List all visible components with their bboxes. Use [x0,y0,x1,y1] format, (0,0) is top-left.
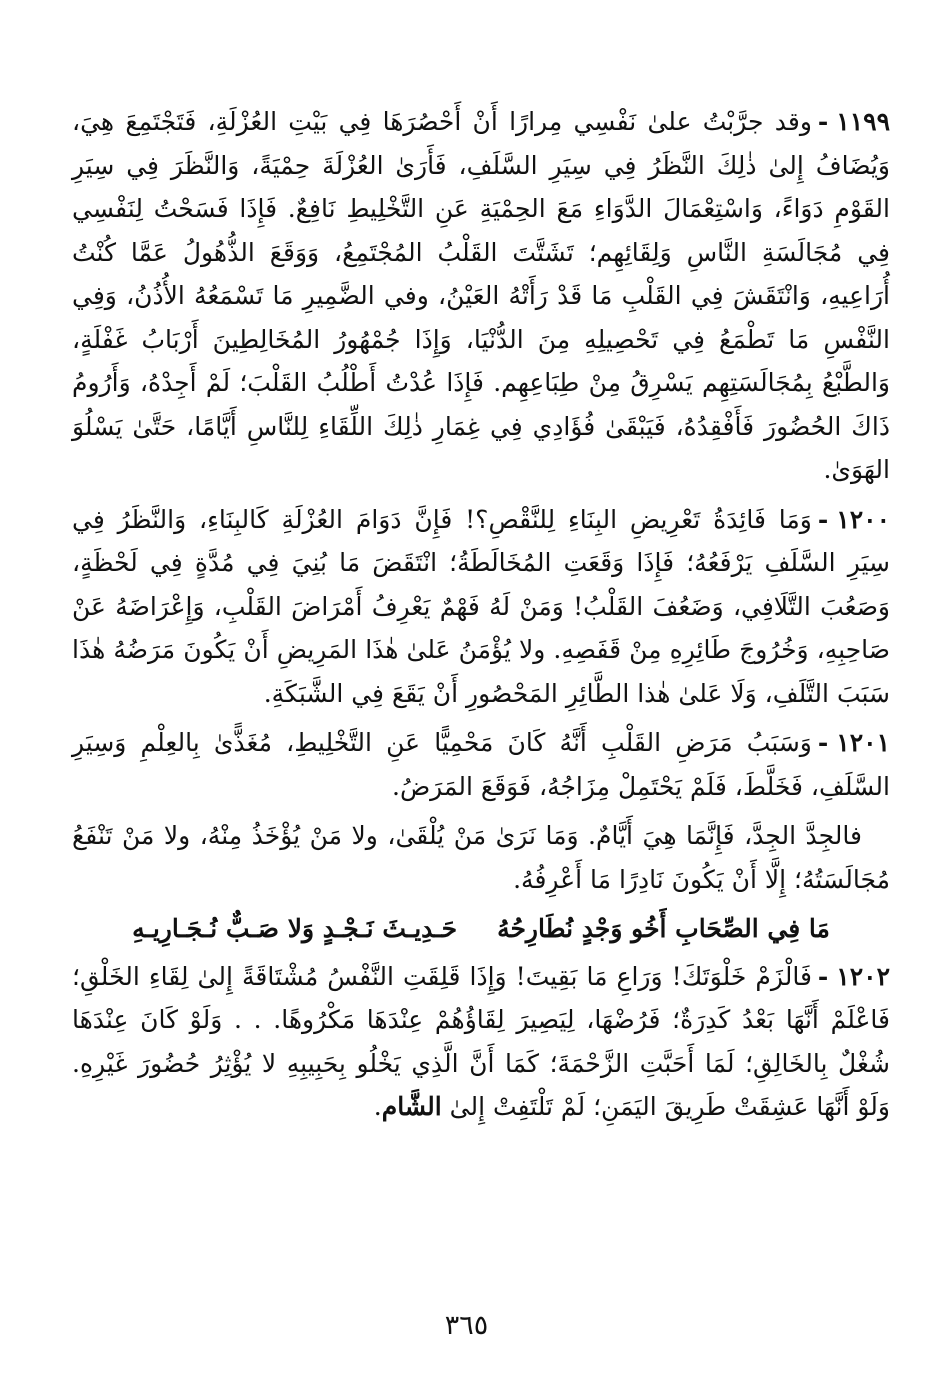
emphasized-word: الشَّام [381,1092,442,1121]
paragraph-number: ١٢٠٠ [836,504,890,534]
verse-hemistich-second: حَـدِيـثَ نَـجْـدٍ وَلا صَـبٌّ نُـجَـارِيـهِ [132,914,458,943]
paragraph-end: . [373,1092,382,1121]
page-body [72,100,890,1135]
paragraph-1201 [72,721,890,808]
paragraph-dash: - [817,961,829,991]
paragraph-text: فَالْزَمْ خَلْوَتَكَ! وَرَاعِ مَا بَقِيتَ! وَإِذَا قَلِقَتِ النَّفْسُ مُشْتَاقَةً إِلىٰ لِقَاءِ الخَلْقِ؛ فَاعْلَمْ أَنَّهَا بَعْدُ كَدِرَةٌ؛ فَرُضْهَا، لِيَصِيرَ لِقَاؤُهُمْ عِنْدَهَا مَكْرُوهًا. . . وَلَوْ كَانَ عِنْدَهَا شُغْلٌ بِالخَالِقِ؛ لَمَا أَحَبَّتِ الزَّحْمَةَ؛ كَمَا أَنَّ الَّذِي يَخْلُو بِحَبِيبِهِ لا يُؤْثِرُ حُضُورَ غَيْرِهِ. وَلَوْ أَنَّهَا عَشِقَتْ طَرِيقَ اليَمَنِ؛ لَمْ تَلْتَفِتْ إِلىٰ [72,961,890,1121]
paragraph-1200 [72,498,890,716]
page-number: ٣٦٥ [444,1310,489,1341]
paragraph-number: ١٢٠١ [836,728,890,757]
paragraph-text: وَمَا فَائِدَةُ تَعْرِيضِ البِنَاءِ لِلنَّقْصِ؟! فَإِنَّ دَوَامَ العُزْلَةِ كَالبِنَاءِ، وَالنَّظَرُ فِي سِيَرِ السَّلَفِ يَرْفَعُهُ؛ فَإِذَا وَقَعَتِ المُخَالَطَةُ؛ انْتَقَضَ مَا بُنِيَ فِي مُدَّةٍ فِي لَحْظَةٍ، وَصَعُبَ التَّلَافِي، وَضَعُفَ القَلْبُ! وَمَنْ لَهُ فَهْمٌ يَعْرِفُ أَمْرَاضَ القَلْبِ، وَإِعْرَاضَهُ عَنْ صَاحِبِهِ، وَخُرُوجَ طَائِرِهِ مِنْ قَفَصِهِ. ولا يُؤْمَنُ عَلىٰ هٰذَا المَرِيضِ أَنْ يَكُونَ مَرَضُهُ هٰذَا سَبَبَ التَّلَفِ، وَلَا عَلىٰ هٰذا الطَّائِرِ المَحْصُورِ أَنْ يَقَعَ فِي الشَّبَكَةِ. [72,504,890,708]
paragraph-1199 [72,100,890,492]
paragraph-dash: - [817,107,829,136]
paragraph-text: وقد جرَّبْتُ علىٰ نَفْسِي مِرارًا أَنْ أَحْصُرَهَا فِي بَيْتِ العُزْلَةِ، فَتَجْتَمِعَ هِيَ، وَيُضَافُ إِلىٰ ذٰلِكَ النَّظَرُ فِي سِيَرِ السَّلَفِ، فَأَرَىٰ العُزْلَةَ حِمْيَةً، وَالنَّظَرَ فِي سِيَرِ القَوْمِ دَوَاءً، وَاسْتِعْمَالَ الدَّوَاءِ مَعَ الحِمْيَةِ عَنِ التَّخْلِيطِ نَافِعٌ. فَإِذَا فَسَحْتُ لِنَفْسِي فِي مُجَالَسَةِ النَّاسِ وَلِقَائِهِم؛ تَشَتَّتَ القَلْبُ المُجْتَمِعُ، وَوَقَعَ الذُّهُولُ عَمَّا كُنْتُ أُرَاعِيهِ، وَانْتَقَشَ فِي القَلْبِ مَا قَدْ رَأَتْهُ العَيْنُ، وفي الضَّمِيرِ مَا تَسْمَعُهُ الأُذُنُ، وَفِي النَّفْسِ مَا تَطْمَعُ فِي تَحْصِيلِهِ مِنَ الدُّنْيَا، وَإِذَا جُمْهُورُ المُخَالِطِينَ أَرْبَابُ غَفْلَةٍ، وَالطَّبْعُ بِمُجَالَسَتِهِم يَسْرِقُ مِنْ طِبَاعِهِم. فَإِذَا عُدْتُ أَطْلُبُ القَلْبَ؛ لَمْ أَجِدْهُ، وَأَرُومُ ذَاكَ الحُضُورَ فَأَفْقِدُهُ، فَيَبْقَىٰ فُؤَادِي فِي غِمَارِ ذٰلِكَ اللِّقَاءِ لِلنَّاسِ أَيَّامًا، حَتَّىٰ يَسْلُوَ الهَوَىٰ. [72,107,890,484]
paragraph-text: وَسَبَبُ مَرَضِ القَلْبِ أَنَّهُ كَانَ مَحْمِيًّا عَنِ التَّخْلِيطِ، مُغَذًّىٰ بِالعِلْمِ وَسِيَرِ السَّلَفِ، فَخَلَّطَ، فَلَمْ يَحْتَمِلْ مِزَاجُهُ، فَوَقَعَ المَرَضُ. [72,728,890,801]
verse-hemistich-first: مَا فِي الصِّحَابِ أَخُو وَجْدٍ نُطَارِحُهُ [497,914,830,943]
paragraph-1202 [72,955,890,1129]
poetry-verse [72,907,890,951]
paragraph-number: ١١٩٩ [836,107,890,136]
paragraph-dash: - [817,728,829,757]
paragraph-dash: - [817,504,829,534]
paragraph-number: ١٢٠٢ [836,961,890,991]
plain-paragraph: فالجِدَّ الجِدَّ، فَإِنَّمَا هِيَ أَيَّامٌ. وَمَا نَرَىٰ مَنْ يُلْقَىٰ، ولا مَنْ يُؤْخَذُ مِنْهُ، ولا مَنْ تَنْفَعُ مُجَالَسَتُهُ؛ إِلَّا أَنْ يَكُونَ نَادِرًا مَا أَعْرِفُهُ. [72,821,890,894]
